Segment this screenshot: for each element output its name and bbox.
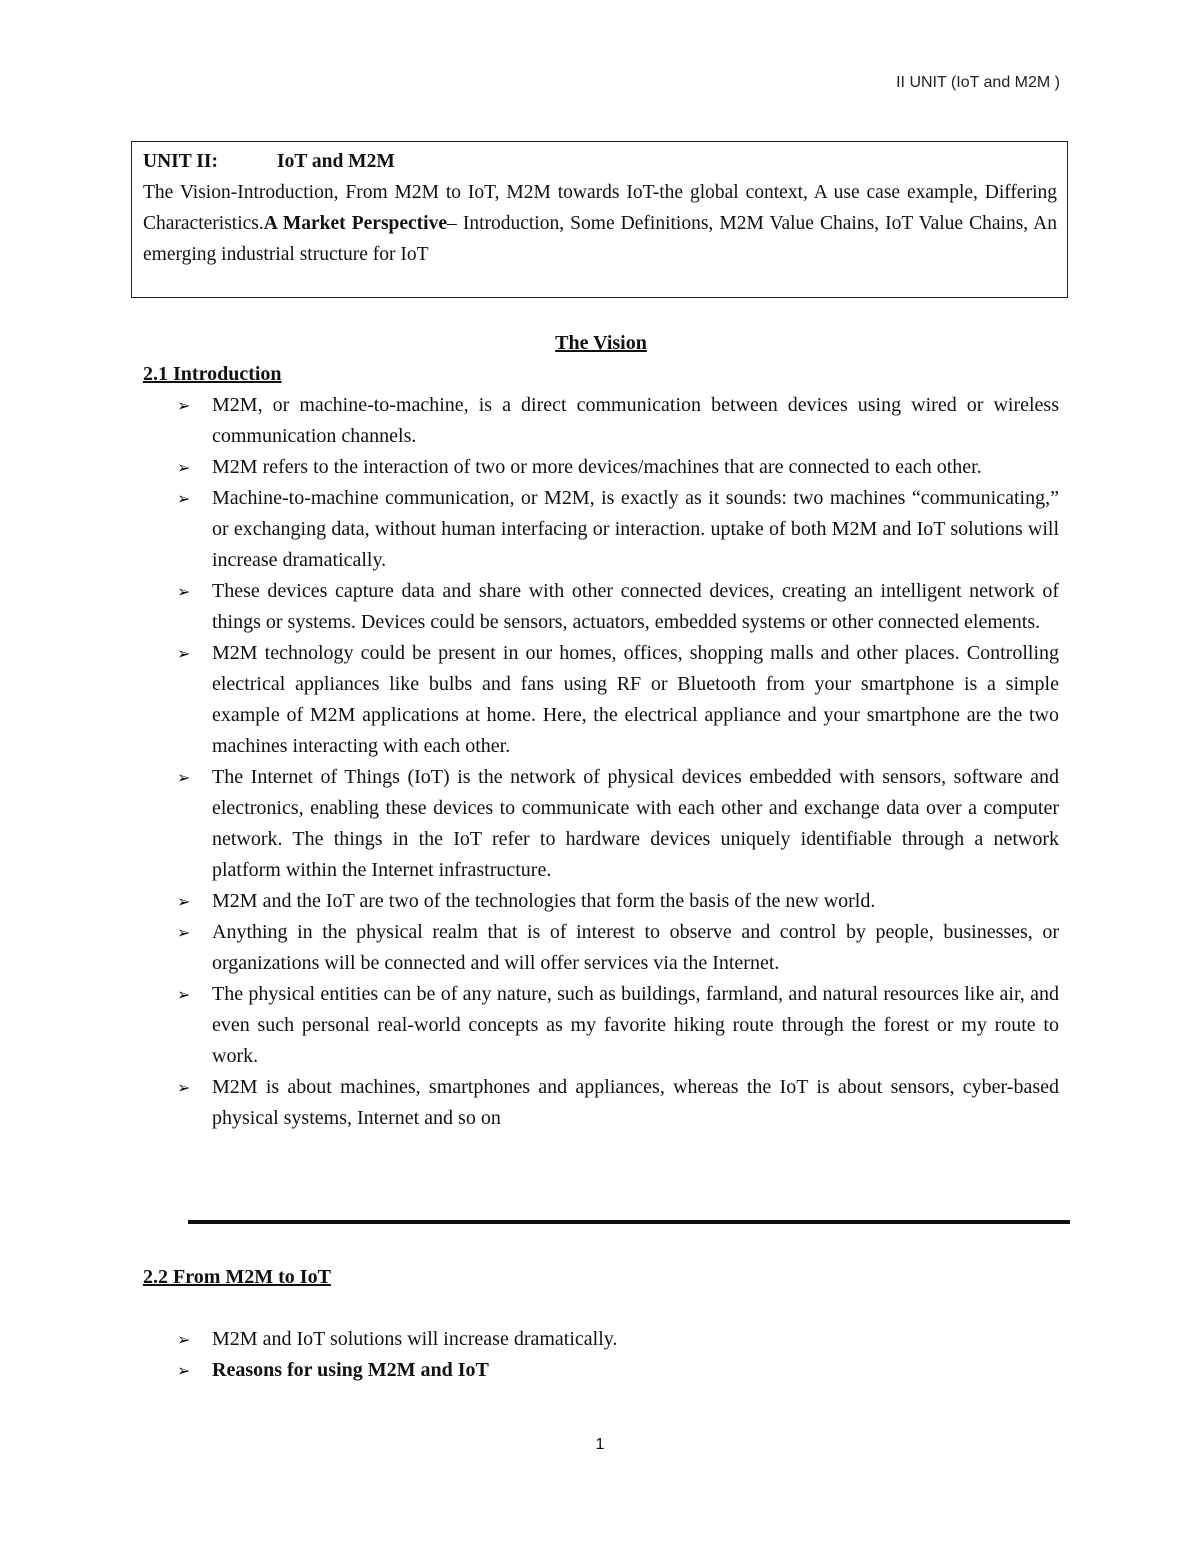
list-item [143, 1355, 1059, 1386]
syllabus-bold-topic: A Market Perspective [263, 213, 447, 234]
page-title: The Vision [555, 332, 647, 354]
list-item [143, 979, 1059, 1072]
list-item [143, 762, 1059, 886]
horizontal-rule [188, 1220, 1070, 1224]
list-item [143, 1072, 1059, 1134]
arrow-bullet-icon: ➢ [177, 396, 191, 415]
list-item-text: These devices capture data and share with other connected devices, creating an intelligent network of things or systems. Devices could be sensors, actuators, embedded systems or other connected elements. [212, 580, 1059, 633]
arrow-bullet-icon: ➢ [177, 582, 191, 601]
arrow-bullet-icon: ➢ [177, 1078, 191, 1097]
arrow-bullet-icon: ➢ [177, 1361, 191, 1380]
list-item-text: Reasons for using M2M and IoT [212, 1359, 489, 1381]
vision-section [143, 328, 1059, 1134]
arrow-bullet-icon: ➢ [177, 644, 191, 663]
running-header: II UNIT (IoT and M2M ) [896, 74, 1060, 91]
list-item-text: The physical entities can be of any nature, such as buildings, farmland, and natural resources like air, and even such personal real-world concepts as my favorite hiking route through the forest or my route to work. [212, 983, 1059, 1067]
m2m-to-iot-bullet-list [143, 1324, 1059, 1386]
list-item [143, 452, 1059, 483]
list-item-text: M2M is about machines, smartphones and appliances, whereas the IoT is about sensors, cyber-based physical systems, Internet and so on [212, 1076, 1059, 1129]
list-item-text: M2M, or machine-to-machine, is a direct communication between devices using wired or wireless communication channels. [212, 394, 1059, 447]
list-item-text: M2M and the IoT are two of the technologies that form the basis of the new world. [212, 890, 876, 912]
unit-title: IoT and M2M [277, 151, 395, 172]
list-item [143, 917, 1059, 979]
arrow-bullet-icon: ➢ [177, 458, 191, 477]
arrow-bullet-icon: ➢ [177, 489, 191, 508]
list-item [143, 576, 1059, 638]
list-item-text: Machine-to-machine communication, or M2M, is exactly as it sounds: two machines “communicating,” or exchanging data, without human interfacing or interaction. uptake of both M2M and IoT solutions will increase dramatically. [212, 487, 1059, 571]
introduction-bullet-list [143, 390, 1059, 1134]
list-item [143, 390, 1059, 452]
m2m-to-iot-section [143, 1262, 1059, 1386]
section-heading-introduction: 2.1 Introduction [143, 363, 282, 385]
unit-label: UNIT II: [143, 151, 218, 172]
page-number: 1 [595, 1436, 605, 1453]
list-item [143, 483, 1059, 576]
list-item-text: M2M refers to the interaction of two or more devices/machines that are connected to each other. [212, 456, 982, 478]
syllabus-text [143, 177, 1057, 270]
list-item-text: M2M and IoT solutions will increase dramatically. [212, 1328, 618, 1350]
arrow-bullet-icon: ➢ [177, 768, 191, 787]
syllabus-box [131, 141, 1068, 298]
list-item-text: Anything in the physical realm that is of interest to observe and control by people, businesses, or organizations will be connected and will offer services via the Internet. [212, 921, 1059, 974]
list-item [143, 638, 1059, 762]
list-item [143, 886, 1059, 917]
arrow-bullet-icon: ➢ [177, 892, 191, 911]
syllabus-text-part2: – Introduction, Some Definitions, M2M Value Chains, IoT Value Chains, An emerging industrial structure for IoT [143, 213, 1057, 265]
list-item-text: The Internet of Things (IoT) is the network of physical devices embedded with sensors, software and electronics, enabling these devices to communicate with each other and exchange data over a computer network. The things in the IoT refer to hardware devices uniquely identifiable through a network platform within the Internet infrastructure. [212, 766, 1059, 881]
section-heading-m2m-to-iot: 2.2 From M2M to IoT [143, 1266, 331, 1288]
arrow-bullet-icon: ➢ [177, 1330, 191, 1349]
syllabus-text-part1: The Vision-Introduction, From M2M to IoT, M2M towards IoT-the global context, A use case example, Differing Characteristics. [143, 182, 1057, 234]
list-item-text: M2M technology could be present in our homes, offices, shopping malls and other places. Controlling electrical appliances like bulbs and fans using RF or Bluetooth from your smartphone is a simple example of M2M applications at home. Here, the electrical appliance and your smartphone are the two machines interacting with each other. [212, 642, 1059, 757]
list-item [143, 1324, 1059, 1355]
unit-heading [143, 146, 1057, 177]
arrow-bullet-icon: ➢ [177, 923, 191, 942]
arrow-bullet-icon: ➢ [177, 985, 191, 1004]
